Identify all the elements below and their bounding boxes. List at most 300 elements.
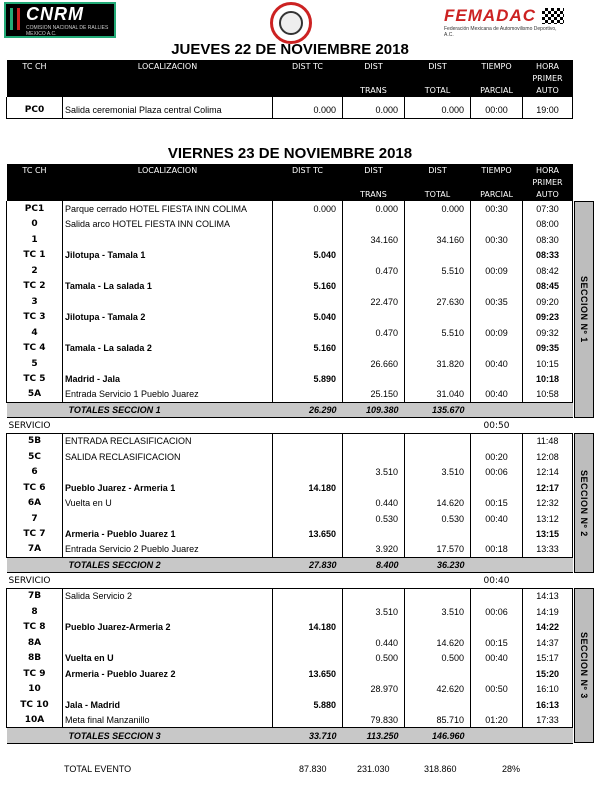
table-header-row — [7, 72, 573, 84]
hora-cell: 10:58 — [523, 387, 573, 403]
service-cell: SERVICIO — [7, 418, 63, 434]
dist-total-cell — [405, 433, 471, 449]
table-row — [7, 619, 573, 635]
table-row — [7, 247, 573, 263]
header-cell: TOTAL — [405, 189, 471, 201]
location-cell: Tamala - La salada 2 — [63, 340, 273, 356]
table-row — [7, 340, 573, 356]
dist-total-cell: 0.500 — [405, 650, 471, 666]
location-cell — [63, 263, 273, 279]
service-cell — [63, 573, 273, 589]
cnrm-logo-subtitle: COMISION NACIONAL DE RALLIES MEXICO A.C. — [26, 24, 109, 37]
dist-tc-cell — [273, 681, 343, 697]
dist-trans-cell — [343, 449, 405, 465]
header-cell: DIST — [405, 164, 471, 176]
dist-trans-cell — [343, 526, 405, 542]
dist-tc-cell: 5.160 — [273, 278, 343, 294]
dist-total-cell: 42.620 — [405, 681, 471, 697]
service-cell — [343, 573, 405, 589]
table-row — [7, 263, 573, 279]
dist-total-cell: 31.040 — [405, 387, 471, 403]
table-row — [7, 294, 573, 310]
header-cell — [471, 176, 523, 188]
totals-cell: 26.290 — [273, 402, 343, 418]
service-cell — [523, 573, 573, 589]
dist-total-cell: 0.530 — [405, 511, 471, 527]
dist-total-cell — [405, 216, 471, 232]
header-cell — [63, 85, 273, 97]
tiempo-parcial-cell — [471, 371, 523, 387]
code-cell: 8B — [7, 650, 63, 666]
dist-tc-cell — [273, 604, 343, 620]
tiempo-parcial-cell — [471, 666, 523, 682]
code-cell: 4 — [7, 325, 63, 341]
dist-total-cell: 0.000 — [405, 103, 471, 119]
table-row — [7, 697, 573, 713]
dist-total-cell — [405, 526, 471, 542]
femadac-logo-subtitle: Federación Mexicana de Automovilismo Deportivo, A.C. — [444, 26, 557, 38]
dist-tc-cell — [273, 635, 343, 651]
tiempo-parcial-cell: 00:06 — [471, 464, 523, 480]
dist-trans-cell: 0.470 — [343, 325, 405, 341]
header-cell: PARCIAL — [471, 85, 523, 97]
rally-club-seal-icon — [270, 2, 312, 44]
location-cell: Meta final Manzanillo — [63, 712, 273, 728]
tiempo-parcial-cell — [471, 526, 523, 542]
dist-trans-cell: 0.440 — [343, 635, 405, 651]
location-cell — [63, 511, 273, 527]
hora-cell: 08:00 — [523, 216, 573, 232]
dist-trans-cell — [343, 216, 405, 232]
hora-cell: 15:20 — [523, 666, 573, 682]
dist-tc-cell: 5.880 — [273, 697, 343, 713]
location-cell: Parque cerrado HOTEL FIESTA INN COLIMA — [63, 201, 273, 217]
dist-trans-cell: 79.830 — [343, 712, 405, 728]
hora-cell: 09:32 — [523, 325, 573, 341]
dist-trans-cell: 3.510 — [343, 604, 405, 620]
totals-cell: 33.710 — [273, 728, 343, 744]
tiempo-parcial-cell: 00:00 — [471, 103, 523, 119]
header-cell — [7, 72, 63, 84]
header-cell — [273, 176, 343, 188]
dist-total-cell — [405, 371, 471, 387]
table-row — [7, 650, 573, 666]
header-cell — [63, 189, 273, 201]
table-header-row — [7, 189, 573, 201]
section-label-2 — [574, 433, 594, 573]
table-row — [7, 216, 573, 232]
dist-trans-cell: 34.160 — [343, 232, 405, 248]
cnrm-logo — [4, 2, 116, 38]
location-cell — [63, 356, 273, 372]
code-cell: TC 7 — [7, 526, 63, 542]
tiempo-parcial-cell: 00:30 — [471, 201, 523, 217]
location-cell: Pueblo Juarez - Armeria 1 — [63, 480, 273, 496]
dist-tc-cell — [273, 542, 343, 558]
code-cell: 7A — [7, 542, 63, 558]
totals-cell — [471, 557, 523, 573]
section-totals-row — [7, 557, 573, 573]
dist-tc-cell: 13.650 — [273, 666, 343, 682]
totals-cell — [523, 557, 573, 573]
dist-trans-cell — [343, 480, 405, 496]
table-row — [7, 712, 573, 728]
section-label-text: SECCION Nº 2 — [579, 469, 589, 537]
table-row — [7, 511, 573, 527]
code-cell: 10 — [7, 681, 63, 697]
tiempo-parcial-cell — [471, 480, 523, 496]
dist-total-cell — [405, 340, 471, 356]
dist-total-cell — [405, 480, 471, 496]
section-label-text: SECCION Nº 1 — [579, 275, 589, 343]
femadac-logo-text: FEMADAC — [444, 6, 536, 25]
dist-tc-cell — [273, 511, 343, 527]
totals-cell: 113.250 — [343, 728, 405, 744]
dist-tc-cell — [273, 712, 343, 728]
table-row — [7, 635, 573, 651]
dist-trans-cell: 25.150 — [343, 387, 405, 403]
dist-trans-cell: 3.510 — [343, 464, 405, 480]
dist-trans-cell: 0.000 — [343, 201, 405, 217]
dist-tc-cell — [273, 588, 343, 604]
dist-trans-cell — [343, 340, 405, 356]
tiempo-parcial-cell — [471, 278, 523, 294]
tiempo-parcial-cell — [471, 697, 523, 713]
dist-trans-cell — [343, 247, 405, 263]
table-header-row — [7, 60, 573, 72]
header-cell — [343, 72, 405, 84]
table-row — [7, 325, 573, 341]
code-cell: TC 10 — [7, 697, 63, 713]
dist-total-cell: 3.510 — [405, 604, 471, 620]
header-cell: TIEMPO — [471, 60, 523, 72]
header-cell — [273, 85, 343, 97]
totals-cell: 8.400 — [343, 557, 405, 573]
hora-cell: 09:20 — [523, 294, 573, 310]
table-row — [7, 387, 573, 403]
totals-cell — [523, 728, 573, 744]
header-cell: DIST — [405, 60, 471, 72]
code-cell: 5B — [7, 433, 63, 449]
header-cell — [63, 176, 273, 188]
hora-cell: 13:33 — [523, 542, 573, 558]
header-cell — [7, 189, 63, 201]
table-row — [7, 433, 573, 449]
code-cell: TC 8 — [7, 619, 63, 635]
location-cell: Salida Servicio 2 — [63, 588, 273, 604]
grand-total-trans: 231.030 — [357, 764, 390, 774]
hora-cell: 12:14 — [523, 464, 573, 480]
location-cell: Entrada Servicio 1 Pueblo Juarez — [63, 387, 273, 403]
hora-cell: 14:19 — [523, 604, 573, 620]
location-cell: Armeria - Pueblo Juarez 2 — [63, 666, 273, 682]
dist-trans-cell: 22.470 — [343, 294, 405, 310]
service-cell — [63, 418, 273, 434]
hora-cell: 12:08 — [523, 449, 573, 465]
hora-cell: 08:45 — [523, 278, 573, 294]
table-row — [7, 464, 573, 480]
section-label-3 — [574, 588, 594, 743]
code-cell: TC 2 — [7, 278, 63, 294]
totals-cell — [523, 402, 573, 418]
dist-trans-cell: 0.500 — [343, 650, 405, 666]
tiempo-parcial-cell: 00:30 — [471, 232, 523, 248]
dist-trans-cell: 3.920 — [343, 542, 405, 558]
dist-total-cell: 3.510 — [405, 464, 471, 480]
header-cell: HORA — [523, 60, 573, 72]
location-cell: Jilotupa - Tamala 1 — [63, 247, 273, 263]
dist-tc-cell — [273, 650, 343, 666]
dist-tc-cell — [273, 464, 343, 480]
hora-cell: 13:15 — [523, 526, 573, 542]
totals-cell: 36.230 — [405, 557, 471, 573]
table-row — [7, 480, 573, 496]
code-cell: TC 9 — [7, 666, 63, 682]
service-cell — [273, 573, 343, 589]
dist-tc-cell: 0.000 — [273, 103, 343, 119]
header-cell: HORA — [523, 164, 573, 176]
tiempo-parcial-cell — [471, 588, 523, 604]
header-cell — [273, 189, 343, 201]
table-row — [7, 371, 573, 387]
header-cell — [405, 176, 471, 188]
service-cell: 00:40 — [471, 573, 523, 589]
day2-table — [6, 164, 573, 744]
section-totals-row — [7, 728, 573, 744]
totals-cell: 135.670 — [405, 402, 471, 418]
service-cell — [343, 418, 405, 434]
table-row — [7, 201, 573, 217]
code-cell: 5A — [7, 387, 63, 403]
service-cell — [273, 418, 343, 434]
totals-cell — [471, 728, 523, 744]
code-cell: 5 — [7, 356, 63, 372]
location-cell: Armeria - Pueblo Juarez 1 — [63, 526, 273, 542]
dist-tc-cell — [273, 387, 343, 403]
totals-cell: 146.960 — [405, 728, 471, 744]
tiempo-parcial-cell: 00:09 — [471, 325, 523, 341]
location-cell: Salida arco HOTEL FIESTA INN COLIMA — [63, 216, 273, 232]
code-cell: 7 — [7, 511, 63, 527]
tiempo-parcial-cell — [471, 340, 523, 356]
tiempo-parcial-cell — [471, 433, 523, 449]
header-cell: TRANS — [343, 189, 405, 201]
dist-total-cell — [405, 278, 471, 294]
table-row — [7, 604, 573, 620]
code-cell: 7B — [7, 588, 63, 604]
location-cell: Jala - Madrid — [63, 697, 273, 713]
table-row — [7, 103, 573, 119]
dist-trans-cell — [343, 309, 405, 325]
table-row — [7, 526, 573, 542]
service-cell — [405, 418, 471, 434]
hora-cell: 16:10 — [523, 681, 573, 697]
dist-total-cell: 31.820 — [405, 356, 471, 372]
service-cell: SERVICIO — [7, 573, 63, 589]
header-cell: DIST TC — [273, 164, 343, 176]
dist-total-cell — [405, 247, 471, 263]
section-label-1 — [574, 201, 594, 418]
code-cell: 0 — [7, 216, 63, 232]
dist-tc-cell: 5.040 — [273, 309, 343, 325]
hora-cell: 11:48 — [523, 433, 573, 449]
code-cell: 6 — [7, 464, 63, 480]
dist-total-cell — [405, 666, 471, 682]
totals-cell: TOTALES SECCION 2 — [63, 557, 273, 573]
service-cell: 00:50 — [471, 418, 523, 434]
dist-tc-cell: 13.650 — [273, 526, 343, 542]
hora-cell: 08:33 — [523, 247, 573, 263]
dist-tc-cell — [273, 263, 343, 279]
tiempo-parcial-cell: 00:20 — [471, 449, 523, 465]
location-cell: Entrada Servicio 2 Pueblo Juarez — [63, 542, 273, 558]
table-row — [7, 495, 573, 511]
dist-trans-cell: 0.470 — [343, 263, 405, 279]
code-cell: TC 1 — [7, 247, 63, 263]
dist-tc-cell — [273, 294, 343, 310]
dist-trans-cell — [343, 371, 405, 387]
tiempo-parcial-cell: 00:06 — [471, 604, 523, 620]
location-cell — [63, 232, 273, 248]
totals-cell: TOTALES SECCION 1 — [63, 402, 273, 418]
dist-tc-cell — [273, 232, 343, 248]
totals-cell — [7, 557, 63, 573]
hora-cell: 12:32 — [523, 495, 573, 511]
totals-cell — [7, 728, 63, 744]
hora-cell: 10:15 — [523, 356, 573, 372]
flag-icon — [10, 8, 20, 30]
hora-cell: 08:30 — [523, 232, 573, 248]
tiempo-parcial-cell: 00:40 — [471, 387, 523, 403]
dist-total-cell: 5.510 — [405, 263, 471, 279]
totals-cell: 109.380 — [343, 402, 405, 418]
hora-cell: 08:42 — [523, 263, 573, 279]
location-cell: Vuelta en U — [63, 495, 273, 511]
dist-trans-cell — [343, 619, 405, 635]
code-cell: 8A — [7, 635, 63, 651]
tiempo-parcial-cell — [471, 216, 523, 232]
dist-trans-cell: 0.000 — [343, 103, 405, 119]
header-cell: DIST — [343, 164, 405, 176]
table-row — [7, 542, 573, 558]
location-cell: Madrid - Jala — [63, 371, 273, 387]
location-cell — [63, 604, 273, 620]
location-cell: SALIDA RECLASIFICACION — [63, 449, 273, 465]
hora-cell: 17:33 — [523, 712, 573, 728]
hora-cell: 09:35 — [523, 340, 573, 356]
hora-cell: 14:37 — [523, 635, 573, 651]
code-cell: TC 3 — [7, 309, 63, 325]
table-header-row — [7, 164, 573, 176]
dist-trans-cell: 0.530 — [343, 511, 405, 527]
code-cell: 5C — [7, 449, 63, 465]
hora-cell: 19:00 — [523, 103, 573, 119]
grand-total-label: TOTAL EVENTO — [64, 764, 132, 774]
grand-total-tc: 87.830 — [299, 764, 327, 774]
header-cell: PRIMER — [523, 176, 573, 188]
code-cell: 1 — [7, 232, 63, 248]
tiempo-parcial-cell: 00:09 — [471, 263, 523, 279]
service-cell — [523, 418, 573, 434]
code-cell: TC 4 — [7, 340, 63, 356]
code-cell: 8 — [7, 604, 63, 620]
location-cell: Salida ceremonial Plaza central Colima — [63, 103, 273, 119]
totals-cell: 27.830 — [273, 557, 343, 573]
checkered-flag-icon — [542, 8, 564, 24]
code-cell: 10A — [7, 712, 63, 728]
dist-total-cell — [405, 588, 471, 604]
tiempo-parcial-cell: 00:15 — [471, 495, 523, 511]
totals-cell: TOTALES SECCION 3 — [63, 728, 273, 744]
grand-total-total: 318.860 — [424, 764, 457, 774]
header-cell — [343, 176, 405, 188]
table-row — [7, 278, 573, 294]
dist-total-cell: 5.510 — [405, 325, 471, 341]
dist-total-cell: 14.620 — [405, 635, 471, 651]
dist-tc-cell — [273, 433, 343, 449]
dist-tc-cell: 14.180 — [273, 619, 343, 635]
header-cell: AUTO — [523, 189, 573, 201]
dist-tc-cell: 14.180 — [273, 480, 343, 496]
header-cell — [471, 72, 523, 84]
cnrm-logo-text: CNRM — [26, 3, 84, 24]
code-cell: TC 6 — [7, 480, 63, 496]
dist-total-cell: 14.620 — [405, 495, 471, 511]
header-cell — [7, 176, 63, 188]
location-cell — [63, 325, 273, 341]
location-cell: Tamala - La salada 1 — [63, 278, 273, 294]
header-cell: DIST — [343, 60, 405, 72]
header-cell: PARCIAL — [471, 189, 523, 201]
day1-title: JUEVES 22 DE NOVIEMBRE 2018 — [171, 41, 409, 58]
dist-total-cell: 17.570 — [405, 542, 471, 558]
dist-tc-cell: 5.160 — [273, 340, 343, 356]
femadac-logo — [444, 6, 564, 38]
day1-table — [6, 60, 573, 119]
header-cell — [7, 85, 63, 97]
location-cell — [63, 681, 273, 697]
dist-total-cell — [405, 449, 471, 465]
service-cell — [405, 573, 471, 589]
location-cell: Jilotupa - Tamala 2 — [63, 309, 273, 325]
table-row — [7, 449, 573, 465]
tiempo-parcial-cell: 00:40 — [471, 650, 523, 666]
grand-total-pct: 28% — [502, 764, 521, 774]
header-cell: DIST TC — [273, 60, 343, 72]
hora-cell: 10:18 — [523, 371, 573, 387]
dist-total-cell — [405, 697, 471, 713]
dist-tc-cell: 0.000 — [273, 201, 343, 217]
dist-total-cell: 27.630 — [405, 294, 471, 310]
hora-cell: 15:17 — [523, 650, 573, 666]
dist-total-cell: 85.710 — [405, 712, 471, 728]
location-cell: Pueblo Juarez-Armeria 2 — [63, 619, 273, 635]
header-cell: TIEMPO — [471, 164, 523, 176]
tiempo-parcial-cell: 01:20 — [471, 712, 523, 728]
header-cell — [63, 72, 273, 84]
dist-trans-cell — [343, 278, 405, 294]
totals-cell — [471, 402, 523, 418]
dist-trans-cell — [343, 433, 405, 449]
dist-trans-cell: 0.440 — [343, 495, 405, 511]
table-row — [7, 681, 573, 697]
location-cell — [63, 635, 273, 651]
location-cell — [63, 464, 273, 480]
hora-cell: 14:13 — [523, 588, 573, 604]
header-cell: LOCALIZACION — [63, 60, 273, 72]
location-cell: ENTRADA RECLASIFICACION — [63, 433, 273, 449]
code-cell: PC1 — [7, 201, 63, 217]
